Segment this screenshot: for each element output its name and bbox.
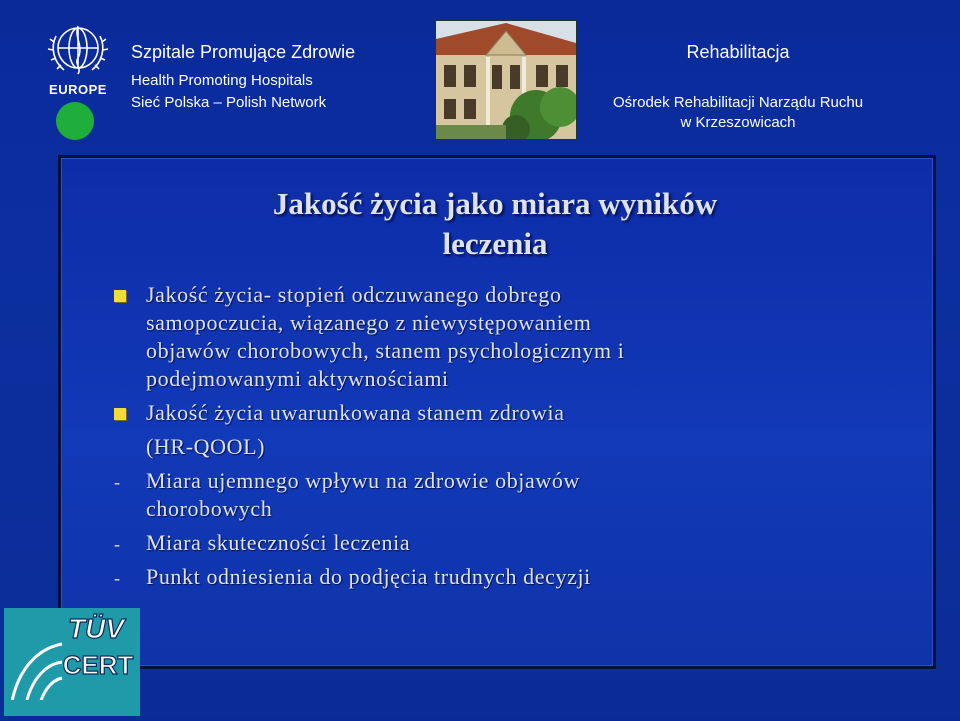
bullet-square-icon bbox=[114, 290, 126, 302]
dash-marker: - bbox=[114, 472, 120, 492]
dash-item-text-continued: chorobowych bbox=[146, 496, 273, 521]
tuv-text: TÜV bbox=[68, 613, 124, 644]
bullet-square-icon bbox=[114, 408, 126, 420]
header-title-pl: Szpitale Promujące Zdrowie bbox=[131, 42, 356, 62]
dash-item-text: Punkt odniesienia do podjęcia trudnych decyzji bbox=[146, 564, 591, 589]
slide-title: Jakość życia jako miara wyników bbox=[272, 186, 718, 221]
dash-item-text: Miara ujemnego wpływu na zdrowie objawów bbox=[146, 468, 580, 493]
cert-text: CERT bbox=[62, 650, 134, 680]
bullet-text: Jakość życia- stopień odczuwanego dobrego bbox=[146, 282, 562, 307]
header-title-en: Health Promoting Hospitals bbox=[131, 72, 313, 89]
header-center-line1: Ośrodek Rehabilitacji Narządu Ruchu bbox=[612, 94, 864, 111]
green-circle-icon bbox=[56, 102, 94, 140]
bullet-text-continued: objawów chorobowych, stanem psychologicznym i bbox=[146, 338, 625, 363]
who-region: EUROPE bbox=[49, 82, 107, 97]
header-network: Sieć Polska – Polish Network bbox=[131, 94, 327, 111]
building-photo bbox=[435, 20, 577, 140]
tuv-cert-logo bbox=[0, 608, 140, 716]
header-center-line2: w Krzeszowicach bbox=[680, 114, 796, 131]
dash-marker: - bbox=[114, 568, 120, 588]
dash-marker: - bbox=[114, 534, 120, 554]
slide-title-continued: leczenia bbox=[442, 226, 548, 261]
dash-item-text: Miara skuteczności leczenia bbox=[146, 530, 411, 555]
header-right-title: Rehabilitacja bbox=[686, 42, 790, 62]
bullet-text-continued: (HR-QOOL) bbox=[146, 434, 266, 459]
bullet-text-continued: podejmowanymi aktywnościami bbox=[146, 366, 449, 391]
bullet-text-continued: samopoczucia, wiązanego z niewystępowaniem bbox=[146, 310, 592, 335]
bullet-text: Jakość życia uwarunkowana stanem zdrowia bbox=[146, 400, 565, 425]
